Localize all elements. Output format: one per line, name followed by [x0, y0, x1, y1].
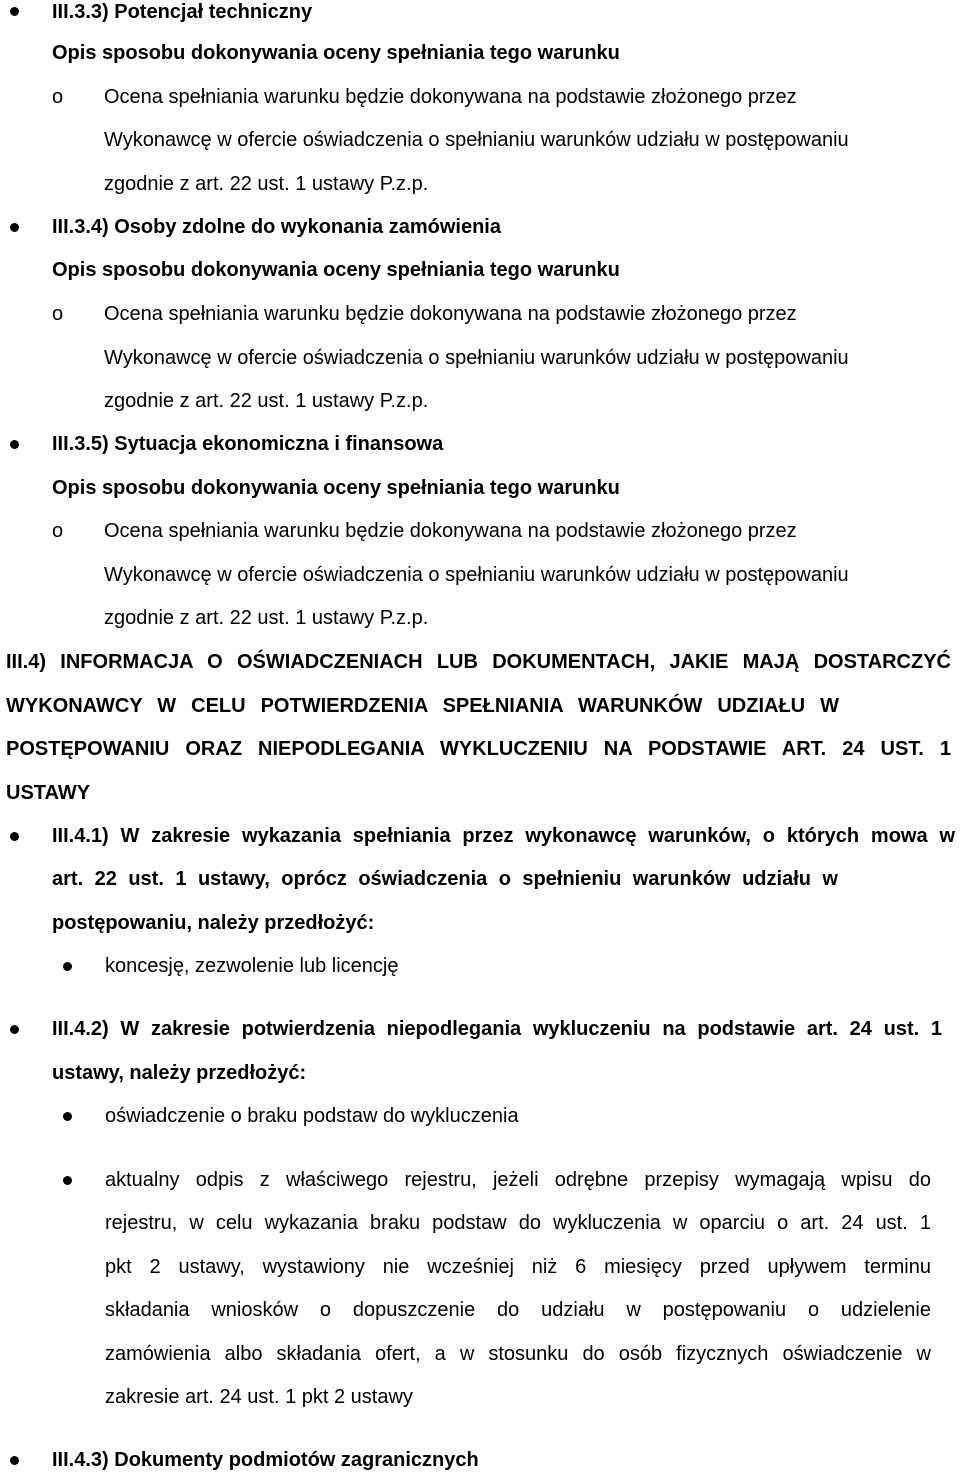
description-line: Wykonawcę w ofercie oświadczenia o spełnianiu warunków udziału w postępowaniu: [104, 564, 849, 586]
section-heading-3-3-3: III.3.3) Potencjał techniczny: [52, 1, 313, 23]
list-item: oświadczenie o braku podstaw do wykluczenia: [105, 1105, 519, 1127]
list-item: koncesję, zezwolenie lub licencję: [105, 955, 399, 977]
list-item-line: składania wniosków o dopuszczenie do udziału w postępowaniu o udzielenie: [105, 1299, 931, 1321]
section-heading-3-4-line: USTAWY: [6, 782, 91, 804]
list-item-line: zamówienia albo składania ofert, a w stosunku do osób fizycznych oświadczenie w: [105, 1343, 931, 1365]
description-line: zgodnie z art. 22 ust. 1 ustawy P.z.p.: [104, 607, 429, 629]
section-heading-3-3-5: III.3.5) Sytuacja ekonomiczna i finansowa: [52, 433, 444, 455]
description-line: Wykonawcę w ofercie oświadczenia o spełnianiu warunków udziału w postępowaniu: [104, 129, 849, 151]
o-bullet-icon: o: [52, 303, 64, 325]
list-item-line: pkt 2 ustawy, wystawiony nie wcześniej niż 6 miesięcy przed upływem terminu: [105, 1256, 931, 1278]
section-heading-3-4-2-cont: ustawy, należy przedłożyć:: [52, 1062, 307, 1084]
section-heading-3-4-line: WYKONAWCY W CELU POTWIERDZENIA SPEŁNIANIA WARUNKÓW UDZIAŁU W: [6, 695, 839, 717]
opis-label: Opis sposobu dokonywania oceny spełniania tego warunku: [52, 259, 620, 281]
description-line: zgodnie z art. 22 ust. 1 ustawy P.z.p.: [104, 173, 429, 195]
section-heading-3-4-line: III.4) INFORMACJA O OŚWIADCZENIACH LUB DOKUMENTACH, JAKIE MAJĄ DOSTARCZYĆ: [6, 651, 951, 673]
bullet-icon: [63, 1112, 72, 1121]
bullet-icon: [10, 1025, 19, 1034]
description-line: Ocena spełniania warunku będzie dokonywana na podstawie złożonego przez: [104, 520, 797, 542]
opis-label: Opis sposobu dokonywania oceny spełniania tego warunku: [52, 477, 620, 499]
description-line: zgodnie z art. 22 ust. 1 ustawy P.z.p.: [104, 390, 429, 412]
section-heading-3-4-1-cont: art. 22 ust. 1 ustawy, oprócz oświadczenia o spełnieniu warunków udziału w: [52, 868, 838, 890]
section-heading-3-4-line: POSTĘPOWANIU ORAZ NIEPODLEGANIA WYKLUCZENIU NA PODSTAWIE ART. 24 UST. 1: [6, 738, 951, 760]
description-line: Ocena spełniania warunku będzie dokonywana na podstawie złożonego przez: [104, 303, 797, 325]
section-heading-3-3-4: III.3.4) Osoby zdolne do wykonania zamówienia: [52, 216, 501, 238]
description-line: Wykonawcę w ofercie oświadczenia o spełnianiu warunków udziału w postępowaniu: [104, 347, 849, 369]
list-item-line: aktualny odpis z właściwego rejestru, jeżeli odrębne przepisy wymagają wpisu do: [105, 1169, 931, 1191]
bullet-icon: [10, 223, 19, 232]
section-heading-3-4-1-cont: postępowaniu, należy przedłożyć:: [52, 912, 375, 934]
o-bullet-icon: o: [52, 520, 64, 542]
list-item-line: zakresie art. 24 ust. 1 pkt 2 ustawy: [105, 1386, 413, 1408]
bullet-icon: [63, 1176, 72, 1185]
bullet-icon: [10, 832, 19, 841]
description-line: Ocena spełniania warunku będzie dokonywana na podstawie złożonego przez: [104, 86, 797, 108]
opis-label: Opis sposobu dokonywania oceny spełniania tego warunku: [52, 42, 620, 64]
bullet-icon: [10, 7, 19, 16]
section-heading-3-4-3: III.4.3) Dokumenty podmiotów zagranicznych: [52, 1449, 479, 1471]
section-heading-3-4-1: III.4.1) W zakresie wykazania spełniania przez wykonawcę warunków, o których mowa w: [52, 825, 955, 847]
bullet-icon: [63, 962, 72, 971]
o-bullet-icon: o: [52, 86, 64, 108]
bullet-icon: [10, 440, 19, 449]
list-item-line: rejestru, w celu wykazania braku podstaw do wykluczenia w oparciu o art. 24 ust. 1: [105, 1212, 931, 1234]
section-heading-3-4-2: III.4.2) W zakresie potwierdzenia niepodlegania wykluczeniu na podstawie art. 24 ust. 1: [52, 1018, 942, 1040]
bullet-icon: [10, 1456, 19, 1465]
